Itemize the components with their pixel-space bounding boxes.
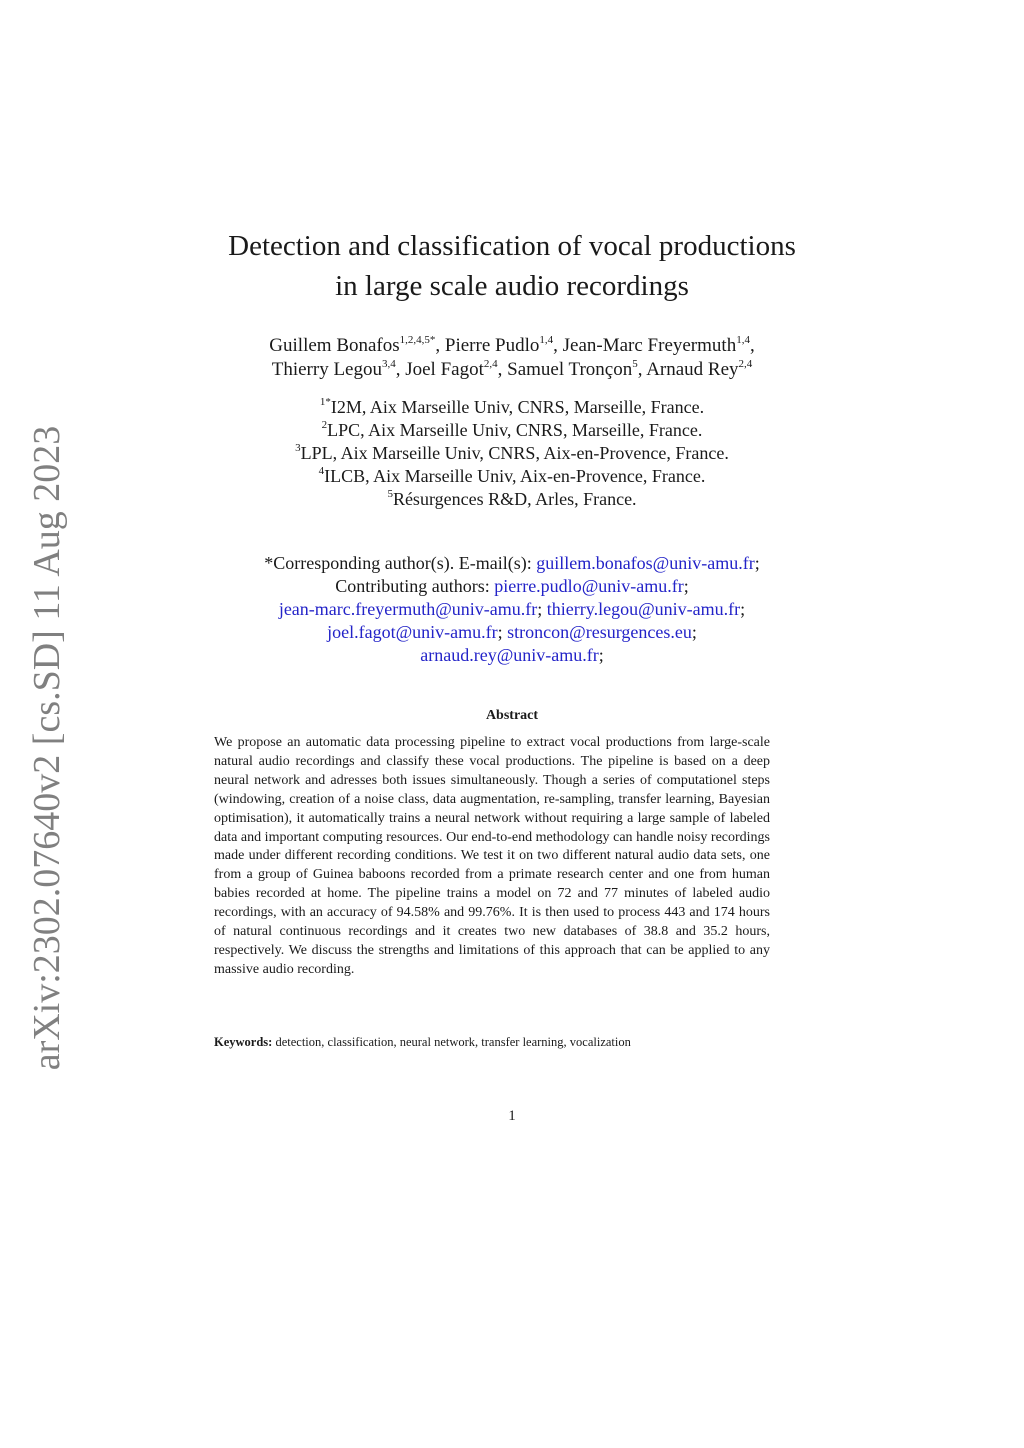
contributing-authors-line xyxy=(0,575,1024,598)
email-separator: ; xyxy=(683,576,689,596)
author-separator: , xyxy=(395,359,406,380)
author-affiliation-marker: 1,2,4,5* xyxy=(399,333,436,346)
author-name: Samuel Tronçon xyxy=(507,359,633,380)
arxiv-identifier-stamp: arXiv:2302.07640v2 [cs.SD] 11 Aug 2023 xyxy=(26,425,68,1071)
email-separator: ; xyxy=(598,645,604,665)
title-line-1: Detection and classification of vocal productions xyxy=(228,230,796,262)
author-list xyxy=(0,334,1024,382)
author-affiliation-marker: 1,4 xyxy=(539,333,554,346)
affiliation-item xyxy=(0,442,1024,465)
affiliation-item xyxy=(0,465,1024,488)
keywords-text: detection, classification, neural network, transfer learning, vocalization xyxy=(272,1035,631,1049)
author-separator: , xyxy=(749,335,755,356)
corresponding-label: *Corresponding author(s). E-mail(s): xyxy=(264,553,537,573)
correspondence-block xyxy=(0,552,1024,667)
affiliation-text: LPC, Aix Marseille Univ, CNRS, Marseille, France. xyxy=(327,420,703,440)
email-link-freyermuth[interactable]: jean-marc.freyermuth@univ-amu.fr xyxy=(278,599,538,619)
email-line xyxy=(0,598,1024,621)
author-name: Arnaud Rey xyxy=(646,359,739,380)
author-separator: , xyxy=(435,335,445,356)
email-link-pudlo[interactable]: pierre.pudlo@univ-amu.fr xyxy=(494,576,684,596)
email-separator: ; xyxy=(537,599,543,619)
affiliation-marker: 1* xyxy=(319,396,331,408)
email-link-troncon[interactable]: stroncon@resurgences.eu xyxy=(507,622,692,642)
affiliation-item xyxy=(0,396,1024,419)
affiliation-item xyxy=(0,419,1024,442)
corresponding-email-link[interactable]: guillem.bonafos@univ-amu.fr xyxy=(536,553,755,573)
affiliation-text: ILCB, Aix Marseille Univ, Aix-en-Provence, France. xyxy=(324,466,706,486)
affiliation-marker: 3 xyxy=(295,442,301,454)
abstract-heading: Abstract xyxy=(485,708,539,723)
email-separator: ; xyxy=(691,622,697,642)
email-separator: ; xyxy=(754,553,760,573)
email-separator: ; xyxy=(740,599,746,619)
author-name: Thierry Legou xyxy=(271,359,382,380)
author-affiliation-marker: 2,4 xyxy=(738,357,753,370)
email-line xyxy=(0,621,1024,644)
affiliation-text: LPL, Aix Marseille Univ, CNRS, Aix-en-Provence, France. xyxy=(300,443,729,463)
affiliation-text: I2M, Aix Marseille Univ, CNRS, Marseille, France. xyxy=(330,397,705,417)
author-name: Jean-Marc Freyermuth xyxy=(562,335,737,356)
author-separator: , xyxy=(497,359,508,380)
affiliation-marker: 5 xyxy=(387,488,393,500)
author-affiliation-marker: 3,4 xyxy=(381,357,396,370)
page-number: 1 xyxy=(508,1108,516,1124)
email-link-rey[interactable]: arnaud.rey@univ-amu.fr xyxy=(420,645,599,665)
affiliation-marker: 2 xyxy=(321,419,328,431)
author-line-1 xyxy=(0,334,1024,358)
paper-title xyxy=(0,226,1024,306)
email-link-fagot[interactable]: joel.fagot@univ-amu.fr xyxy=(327,622,498,642)
email-line xyxy=(0,644,1024,667)
title-line-2: in large scale audio recordings xyxy=(335,270,689,302)
affiliation-list xyxy=(0,396,1024,511)
author-affiliation-marker: 1,4 xyxy=(736,333,750,346)
keywords-line xyxy=(214,1033,814,1051)
email-link-legou[interactable]: thierry.legou@univ-amu.fr xyxy=(546,599,741,619)
corresponding-author-line xyxy=(0,552,1024,575)
author-line-2 xyxy=(0,358,1024,382)
email-separator: ; xyxy=(497,622,503,642)
affiliation-text: Résurgences R&D, Arles, France. xyxy=(392,489,637,509)
keywords-label: Keywords: xyxy=(214,1035,273,1049)
abstract-body: We propose an automatic data processing pipeline to extract vocal productions from large-scale natural audio recordings and classify these vocal productions. The pipeline is based on a deep neural network and adresses both issues simultaneously. Though a series of computationel steps (windowing, creation of a noise class, data augmentation, re-sampling, transfer learning, Bayesian optimisation), it automatically trains a neural network without requiring a large sample of labeled data and important computing resources. Our end-to-end methodology can handle noisy recordings made under different recording conditions. We test it on two different natural audio data sets, one from a group of Guinea baboons recorded from a primate research center and one from human babies recorded at home. The pipeline trains a model on 72 and 77 minutes of labeled audio recordings, with an accuracy of 94.58% and 99.76%. It is then used to process 443 and 174 hours of natural continuous recordings and it creates two new databases of 38.8 and 35.2 hours, respectively. We discuss the strengths and limitations of this approach that can be applied to any massive audio recording. xyxy=(214,735,770,977)
affiliation-item xyxy=(0,488,1024,511)
author-separator: , xyxy=(553,335,563,356)
author-affiliation-marker: 5 xyxy=(632,357,638,370)
author-name: Joel Fagot xyxy=(405,359,484,380)
affiliation-marker: 4 xyxy=(318,465,325,477)
author-affiliation-marker: 2,4 xyxy=(483,357,498,370)
author-separator: , xyxy=(637,359,647,380)
author-name: Pierre Pudlo xyxy=(444,335,540,356)
author-name: Guillem Bonafos xyxy=(269,335,400,356)
contributing-label: Contributing authors: xyxy=(335,576,495,596)
